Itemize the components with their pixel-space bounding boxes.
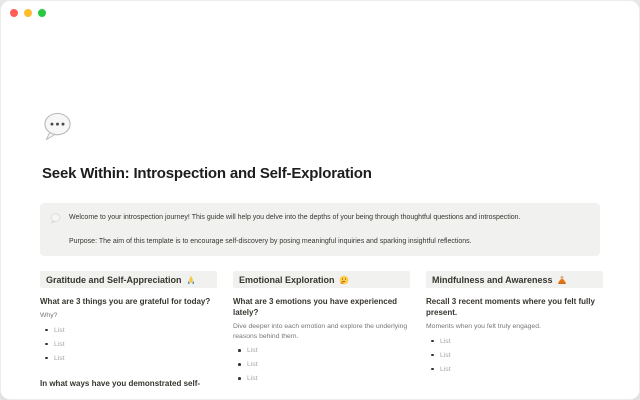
callout-text [69, 212, 521, 247]
minimize-button[interactable] [24, 9, 32, 17]
list-item[interactable]: List [40, 340, 217, 349]
list-emotional [233, 346, 410, 383]
close-button[interactable] [10, 9, 18, 17]
person-lotus-icon [557, 275, 567, 285]
list-item[interactable]: List [426, 351, 603, 360]
heading-emotional[interactable] [233, 271, 410, 288]
list-item[interactable]: List [426, 337, 603, 346]
heading-mindfulness-label: Mindfulness and Awareness [432, 274, 553, 285]
list-gratitude [40, 326, 217, 363]
column-mindfulness [426, 271, 603, 400]
list-item[interactable]: List [426, 365, 603, 374]
list-item[interactable]: List [233, 360, 410, 369]
heading-emotional-label: Emotional Exploration [239, 274, 335, 285]
caption-engaged[interactable]: Moments when you felt truly engaged. [426, 323, 541, 330]
question-self-demonstrated[interactable]: In what ways have you demonstrated self- [40, 378, 201, 388]
heading-mindfulness[interactable] [426, 271, 603, 288]
page-title[interactable]: Seek Within: Introspection and Self-Exploration [42, 165, 372, 182]
callout-paragraph-welcome[interactable]: Welcome to your introspection journey! This guide will help you delve into the depths of your being through thoughtful questions and introspection. [69, 214, 521, 221]
column-gratitude [40, 271, 217, 400]
callout-block[interactable] [40, 203, 600, 256]
list-mindfulness [426, 337, 603, 374]
speech-balloon-icon[interactable] [42, 111, 73, 142]
list-item[interactable]: List [233, 346, 410, 355]
window-controls [10, 9, 46, 17]
list-item[interactable]: List [40, 326, 217, 335]
list-item[interactable]: List [233, 374, 410, 383]
thinking-face-icon [339, 275, 349, 285]
zoom-button[interactable] [38, 9, 46, 17]
list-item[interactable]: List [40, 354, 217, 363]
question-present-moments[interactable]: Recall 3 recent moments where you felt fully present. [426, 297, 595, 317]
column-emotional [233, 271, 410, 400]
columns-layout [40, 271, 605, 400]
caption-why[interactable]: Why? [40, 312, 58, 319]
caption-dive-deeper[interactable]: Dive deeper into each emotion and explore the underlying reasons behind them. [233, 323, 408, 340]
callout-paragraph-purpose[interactable]: Purpose: The aim of this template is to encourage self-discovery by posing meaningful inquiries and sparking insightful reflections. [69, 238, 472, 245]
folded-hands-icon [186, 275, 196, 285]
window-titlebar[interactable] [0, 0, 640, 30]
question-emotions[interactable]: What are 3 emotions you have experienced lately? [233, 297, 398, 317]
heading-gratitude[interactable] [40, 271, 217, 288]
speech-balloon-icon-small[interactable] [50, 213, 61, 224]
heading-gratitude-label: Gratitude and Self-Appreciation [46, 274, 182, 285]
question-grateful-things[interactable]: What are 3 things you are grateful for today? [40, 297, 211, 306]
